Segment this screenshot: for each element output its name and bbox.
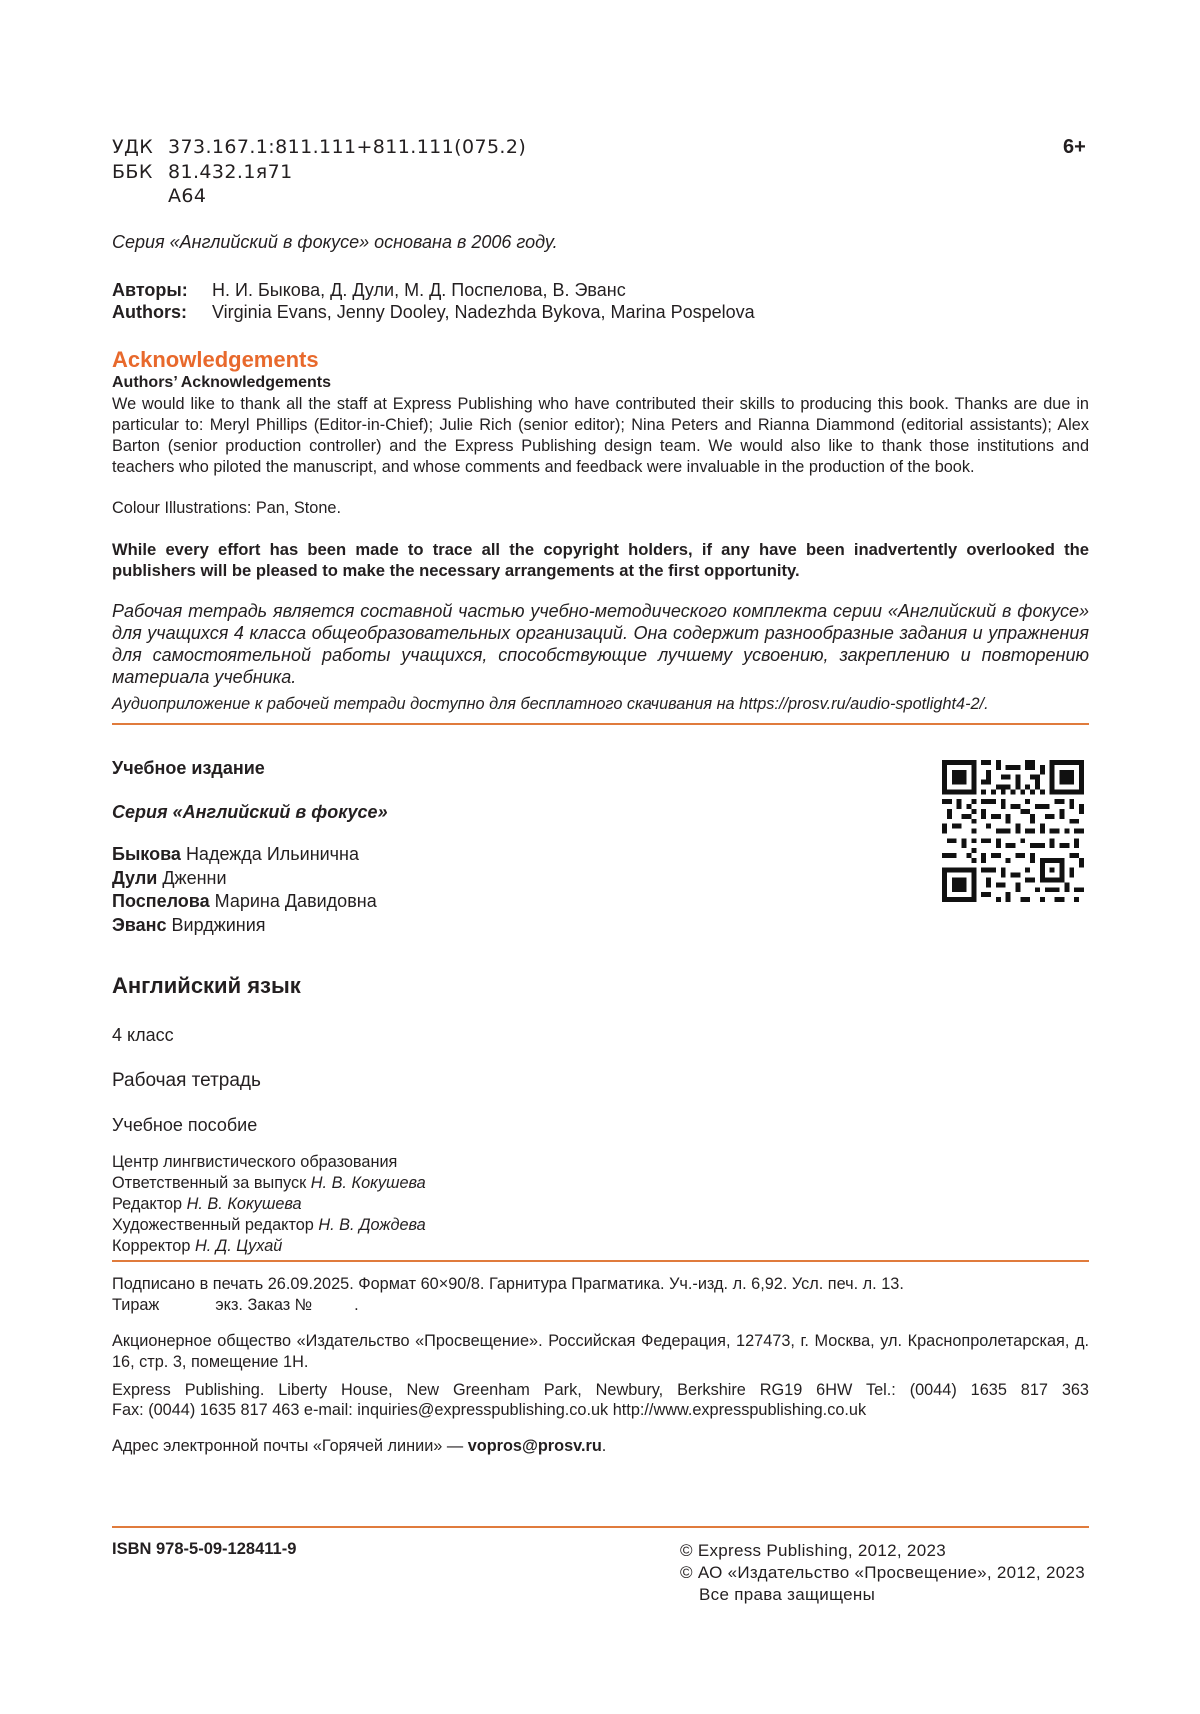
udk-line [112,136,526,158]
copyright-line: © Express Publishing, 2012, 2023 [680,1541,946,1560]
hotline-end: . [601,1437,607,1455]
staff-corrector [112,1236,426,1257]
isbn: ISBN 978-5-09-128411-9 [112,1540,297,1558]
qr-code-icon [942,760,1084,902]
manual-type: Учебное пособие [112,1115,258,1135]
divider-bottom [112,1526,1089,1528]
staff-editor-name: Н. В. Кокушева [186,1195,302,1213]
credit-name: Надежда Ильинична [185,844,360,864]
udk-label: УДК [112,136,154,158]
order-label: экз. Заказ № [215,1296,313,1314]
credit-row [112,890,377,914]
illustrations-credit: Colour Illustrations: Pan, Stone. [112,499,341,517]
credit-name: Дженни [162,867,227,888]
workbook-description: Рабочая тетрадь является составной частью учебно-методического комплекта серии «Английский в фокусе» для учащихся 4 класса общеобразовательных организаций. Она содержит разнообразные задания и упражнения для самостоятельной работы учащихся, способствующие лучшему усвоению, закреплению и повторению материала учебника. [112,601,1089,687]
acknowledgements-body: We would like to thank all the staff at Express Publishing who have contributed their skills to producing this book. Thanks are due in particular to: Meryl Phillips (Editor-in-Chief); Julie Rich (senior editor); Nina Peters and Rianna Diammond (editorial assistants); Alex Barton (senior production controller) and the Express Publishing design team. We would also like to thank those institutions and teachers who piloted the manuscript, and whose comments and feedback were invaluable in the production of the book. [112,395,1089,476]
authors-en-names: Virginia Evans, Jenny Dooley, Nadezhda Bykova, Marina Pospelova [212,302,755,322]
print-info-dot: . [354,1296,359,1314]
authors-ru-names: Н. И. Быкова, Д. Дули, М. Д. Поспелова, В. Эванс [212,280,626,300]
hotline-email[interactable]: vopros@prosv.ru [467,1437,602,1455]
hotline-text: Адрес электронной почты «Горячей линии» — [112,1437,464,1455]
acknowledgements-title: Acknowledgements [112,347,319,372]
book-type: Рабочая тетрадь [112,1070,261,1091]
staff-art-editor-label: Художественный редактор [112,1216,314,1234]
bbk-value: 81.432.1я71 [168,161,293,183]
staff-block [112,1152,426,1257]
credit-surname: Дули [112,867,158,888]
publisher-en-line1: Express Publishing. Liberty House, New Greenham Park, Newbury, Berkshire RG19 6HW Tel.: (0044) 1635 817 363 [112,1381,1089,1399]
credit-surname: Эванс [112,914,167,935]
copyright-block [680,1540,1085,1606]
authors-ru-line [112,280,626,301]
staff-art-editor-name: Н. В. Дождева [318,1216,426,1234]
copyright-line: © АО «Издательство «Просвещение», 2012, 2023 [680,1563,1085,1582]
credit-name: Вирджиния [171,914,266,935]
bbk-label: ББК [112,161,153,183]
udk-value: 373.167.1:811.111+811.111(075.2) [168,136,527,158]
copyright-notice: While every effort has been made to trace all the copyright holders, if any have been inadvertently overlooked the publishers will be pleased to make the necessary arrangements at the first opportunity. [112,540,1089,580]
bbk-line [112,161,293,183]
staff-responsible-label: Ответственный за выпуск [112,1174,307,1192]
authors-en-label: Authors: [112,302,187,322]
series-title: Серия «Английский в фокусе» [112,802,388,822]
acknowledgements-subtitle: Authors’ Acknowledgements [112,374,331,391]
publisher-en-line2: Fax: (0044) 1635 817 463 e-mail: inquiries@expresspublishing.co.uk http://www.expresspublishing.co.uk [112,1401,867,1419]
divider-middle [112,1260,1089,1262]
divider-top [112,723,1089,725]
edition-type: Учебное издание [112,758,265,778]
book-title: Английский язык [112,973,301,998]
credit-name: Марина Давидовна [214,891,377,911]
staff-responsible [112,1173,426,1194]
audio-note: Аудиоприложение к рабочей тетради доступно для бесплатного скачивания на https://prosv.ru/audio-spotlight4-2/. [112,695,989,713]
copyright-line: Все права защищены [699,1585,876,1604]
staff-art-editor [112,1215,426,1236]
credit-row [112,867,377,891]
author-mark: А64 [168,185,207,207]
credit-row [112,843,377,867]
hotline [112,1437,606,1456]
authors-en-line [112,302,755,323]
credits-list [112,843,377,937]
print-info-line1: Подписано в печать 26.09.2025. Формат 60×90/8. Гарнитура Прагматика. Уч.-изд. л. 6,92. Усл. печ. л. 13. [112,1275,904,1293]
tirazh-label: Тираж [112,1296,160,1314]
grade: 4 класс [112,1025,174,1045]
series-note: Серия «Английский в фокусе» основана в 2006 году. [112,232,558,252]
publisher-ru: Акционерное общество «Издательство «Просвещение». Российская Федерация, 127473, г. Москва, ул. Краснопролетарская, д. 16, стр. 3, помещение 1Н. [112,1332,1089,1371]
authors-ru-label: Авторы: [112,280,188,300]
staff-responsible-name: Н. В. Кокушева [310,1174,426,1192]
staff-corrector-name: Н. Д. Цухай [194,1237,283,1255]
credit-surname: Быкова [112,844,181,864]
credit-surname: Поспелова [112,891,210,911]
staff-center: Центр лингвистического образования [112,1153,398,1171]
age-rating: 6+ [1063,136,1086,158]
staff-editor [112,1194,426,1215]
print-info-line2 [112,1296,359,1315]
staff-corrector-label: Корректор [112,1237,191,1255]
staff-editor-label: Редактор [112,1195,183,1213]
credit-row [112,914,377,938]
